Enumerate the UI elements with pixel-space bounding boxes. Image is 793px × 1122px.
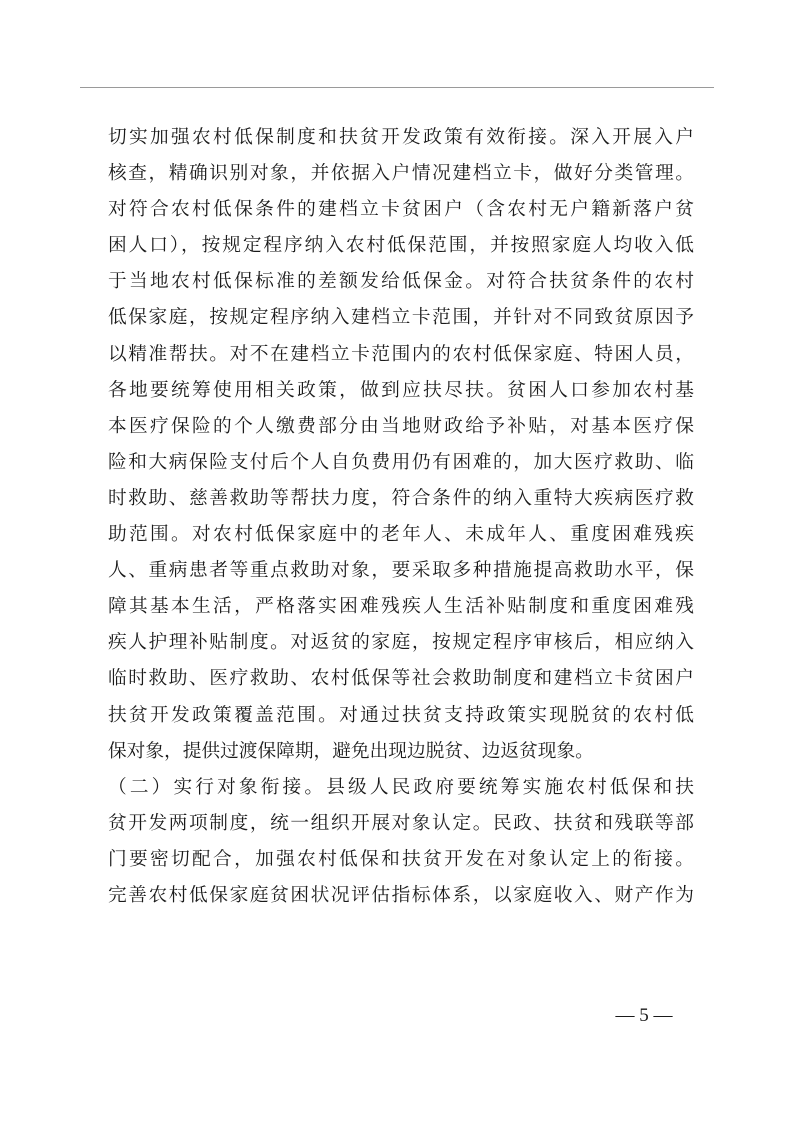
text-line: 各地要统筹使用相关政策，做到应扶尽扶。贫困人口参加农村基 (108, 379, 694, 401)
page-number: — 5 — (615, 1005, 673, 1026)
text-line: 扶贫开发政策覆盖范围。对通过扶贫支持政策实现脱贫的农村低 (108, 704, 694, 726)
text-line: 困人口），按规定程序纳入农村低保范围，并按照家庭人均收入低 (108, 235, 694, 257)
text-line: 完善农村低保家庭贫困状况评估指标体系，以家庭收入、财产作为 (108, 884, 694, 906)
text-line: 临时救助、医疗救助、农村低保等社会救助制度和建档立卡贫困户 (108, 668, 694, 690)
text-line: 障其基本生活，严格落实困难残疾人生活补贴制度和重度困难残 (108, 596, 694, 618)
text-line: 对符合农村低保条件的建档立卡贫困户（含农村无户籍新落户贫 (108, 199, 694, 221)
body-text (108, 120, 694, 914)
text-line: 疾人护理补贴制度。对返贫的家庭，按规定程序审核后，相应纳入 (108, 632, 694, 654)
text-line: 低保家庭，按规定程序纳入建档立卡范围，并针对不同致贫原因予 (108, 307, 694, 329)
text-line: 以精准帮扶。对不在建档立卡范围内的农村低保家庭、特困人员， (108, 343, 694, 365)
text-line: 核查，精确识别对象，并依据入户情况建档立卡，做好分类管理。 (108, 163, 694, 185)
text-line: 本医疗保险的个人缴费部分由当地财政给予补贴，对基本医疗保 (108, 415, 694, 437)
text-line: 贫开发两项制度，统一组织开展对象认定。民政、扶贫和残联等部 (108, 812, 694, 834)
text-line: 险和大病保险支付后个人自负费用仍有困难的，加大医疗救助、临 (108, 451, 694, 473)
text-line: 时救助、慈善救助等帮扶力度，符合条件的纳入重特大疾病医疗救 (108, 487, 694, 509)
text-line: 保对象，提供过渡保障期，避免出现边脱贫、边返贫现象。 (108, 740, 594, 762)
text-line: 人、重病患者等重点救助对象，要采取多种措施提高救助水平，保 (108, 560, 694, 582)
text-line: （二）实行对象衔接。县级人民政府要统筹实施农村低保和扶 (108, 776, 694, 798)
text-line: 助范围。对农村低保家庭中的老年人、未成年人、重度困难残疾 (108, 524, 694, 546)
header-rule (80, 87, 714, 88)
text-line: 门要密切配合，加强农村低保和扶贫开发在对象认定上的衔接。 (108, 848, 694, 870)
text-line: 于当地农村低保标准的差额发给低保金。对符合扶贫条件的农村 (108, 271, 694, 293)
text-line: 切实加强农村低保制度和扶贫开发政策有效衔接。深入开展入户 (108, 127, 694, 148)
